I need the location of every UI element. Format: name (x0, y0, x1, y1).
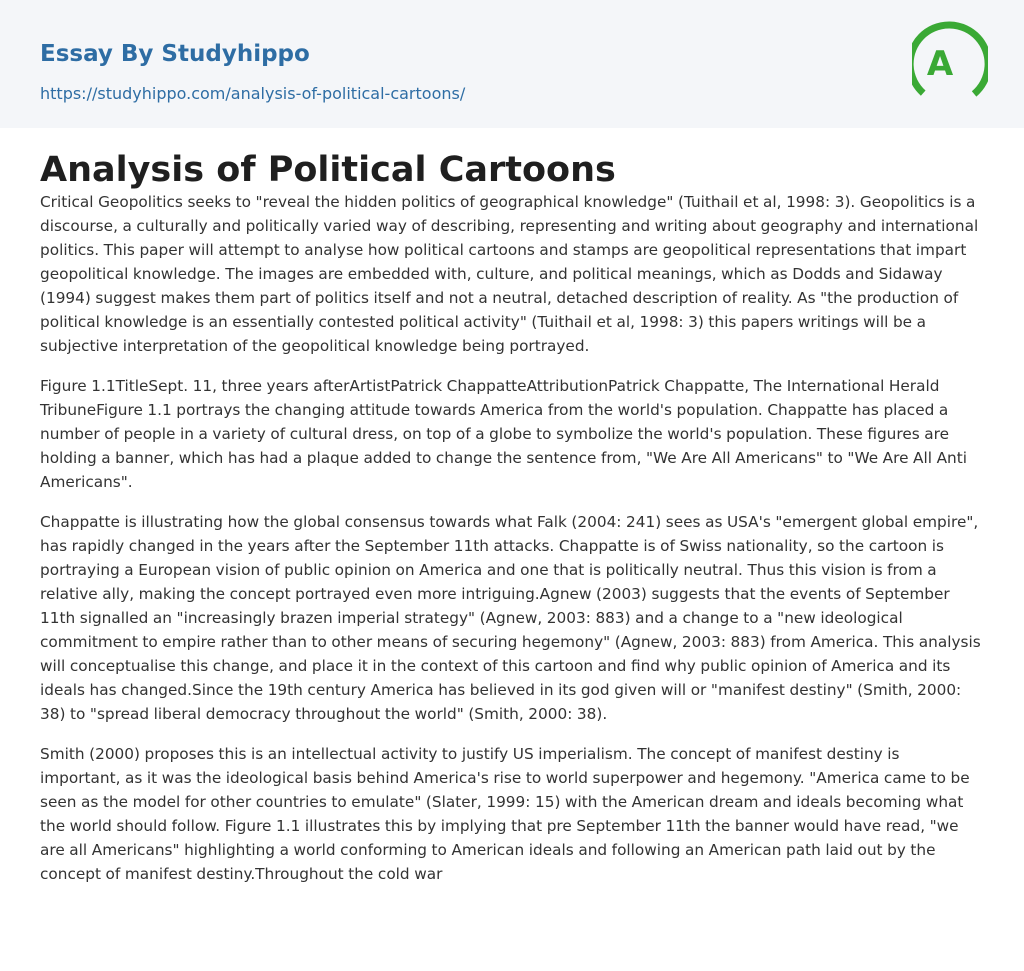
site-header (0, 0, 1024, 128)
page-title: Analysis of Political Cartoons (40, 150, 616, 190)
paragraph-3: Chappatte is illustrating how the global consensus towards what Falk (2004: 241) sees as USA's "emergent global empire", has rapidly changed in the years after the September 11th attacks. Chappatte is of Swiss nationality, so the cartoon is portraying a European vision of public opinion on America and one that is politically neutral. Thus this vision is from a relative ally, making the concept portrayed even more intriguing.Agnew (2003) suggests that the events of September 11th signalled an "increasingly brazen imperial strategy" (Agnew, 2003: 883) and a change to a "new ideological commitment to empire rather than to other means of securing hegemony" (Agnew, 2003: 883) from America. This analysis will conceptualise this change, and place it in the context of this cartoon and find why public opinion of America and its ideals has changed.Since the 19th century America has believed in its god given will or "manifest destiny" (Smith, 2000: 38) to "spread liberal democracy throughout the world" (Smith, 2000: 38). (40, 513, 981, 723)
paragraph-2: Figure 1.1TitleSept. 11, three years afterArtistPatrick ChappatteAttributionPatrick Chappatte, The International Herald TribuneFigure 1.1 portrays the changing attitude towards America from the world's population. Chappatte has placed a number of people in a variety of cultural dress, on top of a globe to symbolize the world's population. These figures are holding a banner, which has had a plaque added to change the sentence from, "We Are All Americans" to "We Are All Anti Americans". (40, 377, 967, 491)
article-url-link[interactable]: https://studyhippo.com/analysis-of-political-cartoons/ (40, 84, 466, 103)
article-body (0, 148, 1024, 886)
logo-letter: A (926, 44, 954, 84)
studyhippo-logo-icon[interactable] (912, 19, 988, 107)
paragraph-4: Smith (2000) proposes this is an intellectual activity to justify US imperialism. The concept of manifest destiny is important, as it was the ideological basis behind America's rise to world superpower and hegemony. "America came to be seen as the model for other countries to emulate" (Slater, 1999: 15) with the American dream and ideals becoming what the world should follow. Figure 1.1 illustrates this by implying that pre September 11th the banner would have read, "we are all Americans" highlighting a world conforming to American ideals and following an American path laid out by the concept of manifest destiny.Throughout the cold war (40, 745, 970, 883)
paragraph-1: Critical Geopolitics seeks to "reveal the hidden politics of geographical knowledge" (Tuithail et al, 1998: 3). Geopolitics is a discourse, a culturally and politically varied way of describing, representing and writing about geography and international politics. This paper will attempt to analyse how political cartoons and stamps are geopolitical representations that impart geopolitical knowledge. The images are embedded with, culture, and political meanings, which as Dodds and Sidaway (1994) suggest makes them part of politics itself and not a neutral, detached description of reality. As "the production of political knowledge is an essentially contested political activity" (Tuithail et al, 1998: 3) this papers writings will be a subjective interpretation of the geopolitical knowledge being portrayed. (40, 193, 979, 355)
brand-title[interactable]: Essay By Studyhippo (40, 41, 310, 67)
